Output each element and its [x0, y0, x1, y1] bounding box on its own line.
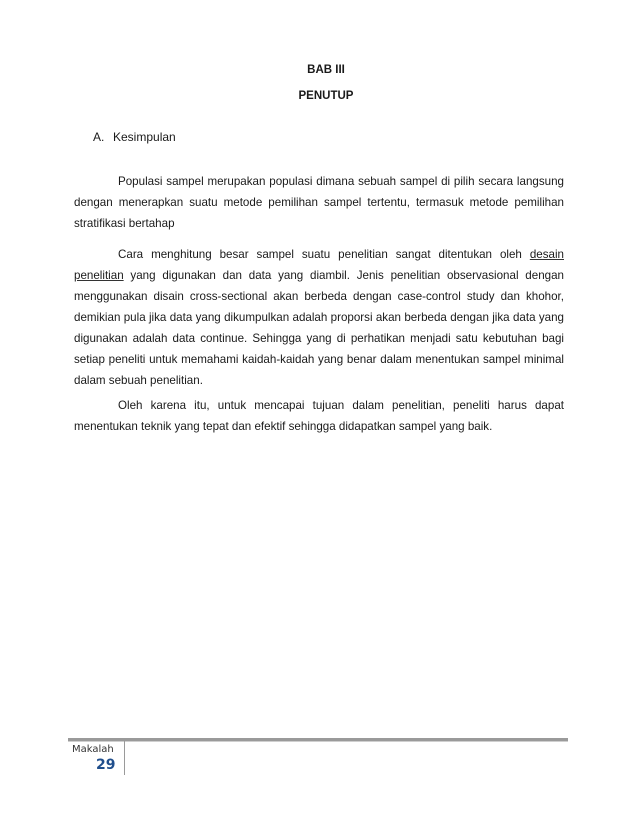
page-number: 29	[96, 757, 116, 773]
section-title: Kesimpulan	[113, 130, 176, 144]
paragraph-3	[74, 395, 564, 437]
footer-label: Makalah	[72, 744, 114, 755]
chapter-number: BAB III	[307, 64, 345, 76]
paragraph-1	[74, 171, 564, 234]
paragraph-2-text-after: yang digunakan dan data yang diambil. Jenis penelitian observasional dengan menggunakan disain cross-sectional akan berbeda dengan case-control study dan khohor, demikian pula jika data yang dikumpulkan adalah proporsi akan berbeda dengan jika data yang digunakan adalah data continue. Sehingga yang di perhatikan menjadi satu kebutuhan bagi setiap peneliti untuk memahami kaidah-kaidah yang benar dalam menentukan sampel minimal dalam sebuah penelitian.	[74, 269, 564, 387]
desain-penelitian-link[interactable]: desain penelitian	[74, 248, 564, 282]
footer-rule	[68, 738, 568, 742]
paragraph-2-text-before: Cara menghitung besar sampel suatu penelitian sangat ditentukan oleh	[118, 248, 530, 261]
section-heading	[93, 130, 176, 144]
footer-divider	[124, 741, 125, 775]
paragraph-2	[74, 244, 564, 391]
chapter-title: PENUTUP	[298, 90, 354, 102]
section-letter: A.	[93, 130, 105, 144]
paragraph-1-text: Populasi sampel merupakan populasi dimana sebuah sampel di pilih secara langsung dengan menerapkan suatu metode pemilihan sampel tertentu, termasuk metode pemilihan stratifikasi bertahap	[74, 175, 564, 230]
paragraph-3-text: Oleh karena itu, untuk mencapai tujuan dalam penelitian, peneliti harus dapat menentukan teknik yang tepat dan efektif sehingga didapatkan sampel yang baik.	[74, 399, 564, 433]
